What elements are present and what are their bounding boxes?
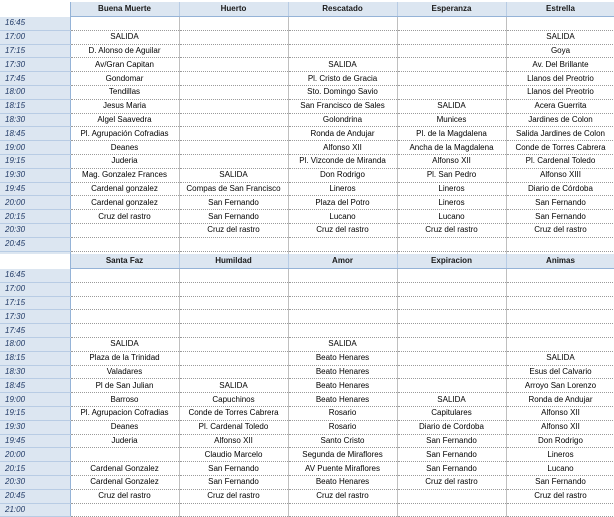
route-cell: Beato Henares <box>288 351 397 365</box>
time-cell: 17:15 <box>0 44 70 58</box>
route-cell: Pl. de la Magdalena <box>397 127 506 141</box>
route-cell: Mag. Gonzalez Frances <box>70 168 179 182</box>
route-cell <box>179 365 288 379</box>
time-cell: 20:30 <box>0 475 70 489</box>
route-cell: Beato Henares <box>288 475 397 489</box>
route-cell <box>70 282 179 296</box>
route-cell <box>397 85 506 99</box>
route-cell <box>288 17 397 31</box>
table-row <box>0 30 614 44</box>
route-cell: Don Rodrigo <box>506 434 614 448</box>
table-row <box>0 393 614 407</box>
time-cell: 20:15 <box>0 462 70 476</box>
route-cell <box>179 44 288 58</box>
table-row <box>0 85 614 99</box>
time-cell: 16:45 <box>0 17 70 31</box>
column-header: Expiracion <box>397 254 506 269</box>
table-row <box>0 337 614 351</box>
route-cell: Lucano <box>506 462 614 476</box>
route-cell: Lineros <box>288 182 397 196</box>
header-row <box>0 254 614 269</box>
table-row <box>0 296 614 310</box>
table-row <box>0 269 614 283</box>
route-cell <box>288 30 397 44</box>
corner-cell <box>0 254 70 269</box>
route-cell: San Fernando <box>506 196 614 210</box>
time-cell: 19:30 <box>0 168 70 182</box>
route-cell <box>506 296 614 310</box>
route-cell: Conde de Torres Cabrera <box>179 406 288 420</box>
table-row <box>0 182 614 196</box>
route-cell: SALIDA <box>179 379 288 393</box>
route-cell <box>179 85 288 99</box>
route-cell <box>397 503 506 517</box>
route-cell <box>397 365 506 379</box>
route-cell: Cruz del rastro <box>397 223 506 237</box>
route-cell: Jesus Maria <box>70 99 179 113</box>
time-cell: 19:00 <box>0 141 70 155</box>
time-cell: 20:45 <box>0 489 70 503</box>
time-cell: 19:00 <box>0 393 70 407</box>
route-cell: Capitulares <box>397 406 506 420</box>
column-header: Esperanza <box>397 2 506 17</box>
route-cell <box>397 324 506 338</box>
column-header: Huerto <box>179 2 288 17</box>
route-cell <box>288 296 397 310</box>
route-cell: Barroso <box>70 393 179 407</box>
route-cell: Pl de San Julian <box>70 379 179 393</box>
route-cell: Jardines de Colon <box>506 113 614 127</box>
time-cell: 21:00 <box>0 503 70 517</box>
route-cell <box>70 324 179 338</box>
time-cell: 18:15 <box>0 351 70 365</box>
route-cell <box>70 269 179 283</box>
route-cell: Compas de San Francisco <box>179 182 288 196</box>
route-cell: Pl. San Pedro <box>397 168 506 182</box>
route-cell: Lineros <box>397 182 506 196</box>
route-cell: SALIDA <box>179 168 288 182</box>
route-cell: Cruz del rastro <box>506 223 614 237</box>
table-row <box>0 503 614 517</box>
table-row <box>0 379 614 393</box>
time-cell: 20:30 <box>0 223 70 237</box>
route-cell: Arroyo San Lorenzo <box>506 379 614 393</box>
route-cell: Plaza del Potro <box>288 196 397 210</box>
route-cell <box>397 379 506 393</box>
table-row <box>0 196 614 210</box>
route-cell: Goya <box>506 44 614 58</box>
route-cell <box>179 351 288 365</box>
route-cell: Gondomar <box>70 72 179 86</box>
time-cell: 19:45 <box>0 182 70 196</box>
column-header: Humildad <box>179 254 288 269</box>
route-cell: Cardenal gonzalez <box>70 182 179 196</box>
time-cell: 17:00 <box>0 30 70 44</box>
route-cell <box>179 58 288 72</box>
table-row <box>0 462 614 476</box>
column-header: Animas <box>506 254 614 269</box>
route-cell <box>397 269 506 283</box>
route-cell <box>70 448 179 462</box>
route-cell <box>288 237 397 251</box>
route-cell <box>179 154 288 168</box>
route-cell: Cruz del rastro <box>506 489 614 503</box>
time-cell: 18:15 <box>0 99 70 113</box>
route-cell: Tendillas <box>70 85 179 99</box>
route-cell <box>179 72 288 86</box>
route-cell <box>179 17 288 31</box>
route-cell <box>179 296 288 310</box>
route-cell: Alfonso XII <box>397 154 506 168</box>
time-cell: 20:00 <box>0 448 70 462</box>
route-cell: Llanos del Preotrio <box>506 72 614 86</box>
table-row <box>0 365 614 379</box>
time-cell: 17:15 <box>0 296 70 310</box>
route-cell <box>397 44 506 58</box>
route-cell: Cruz del rastro <box>179 223 288 237</box>
route-cell <box>397 72 506 86</box>
route-cell: Valadares <box>70 365 179 379</box>
route-cell: Lucano <box>288 210 397 224</box>
route-cell: San Fernando <box>506 475 614 489</box>
route-cell <box>288 324 397 338</box>
time-cell: 17:30 <box>0 310 70 324</box>
route-cell <box>179 310 288 324</box>
route-cell <box>397 30 506 44</box>
route-cell <box>397 296 506 310</box>
route-cell <box>179 269 288 283</box>
route-cell: Diario de Cordoba <box>397 420 506 434</box>
route-cell <box>288 310 397 324</box>
route-cell: Beato Henares <box>288 379 397 393</box>
route-cell <box>70 503 179 517</box>
time-cell: 17:45 <box>0 324 70 338</box>
route-cell: Juderia <box>70 434 179 448</box>
route-cell <box>70 296 179 310</box>
route-cell: San Fernando <box>179 210 288 224</box>
route-cell: Llanos del Preotrio <box>506 85 614 99</box>
route-cell: Cruz del rastro <box>179 489 288 503</box>
table-row <box>0 168 614 182</box>
time-cell: 19:15 <box>0 154 70 168</box>
time-cell: 18:45 <box>0 127 70 141</box>
route-cell <box>397 237 506 251</box>
route-cell: Juderia <box>70 154 179 168</box>
route-cell <box>506 337 614 351</box>
route-cell: Alfonso XII <box>506 406 614 420</box>
time-cell: 18:30 <box>0 113 70 127</box>
route-cell: Rosario <box>288 420 397 434</box>
route-cell: AV Puente Miraflores <box>288 462 397 476</box>
table-row <box>0 127 614 141</box>
route-cell: Cardenal Gonzalez <box>70 462 179 476</box>
time-cell: 20:15 <box>0 210 70 224</box>
time-cell: 16:45 <box>0 269 70 283</box>
route-cell: Pl. Agrupación Cofradias <box>70 127 179 141</box>
route-cell <box>506 237 614 251</box>
table-row <box>0 99 614 113</box>
time-cell: 19:45 <box>0 434 70 448</box>
schedule-table-1 <box>0 2 614 265</box>
column-header: Buena Muerte <box>70 2 179 17</box>
route-cell: Segunda de Miraflores <box>288 448 397 462</box>
route-cell: Lucano <box>397 210 506 224</box>
route-cell <box>506 503 614 517</box>
route-cell: San Fernando <box>397 448 506 462</box>
route-cell <box>179 503 288 517</box>
route-cell <box>288 503 397 517</box>
route-cell: Lineros <box>397 196 506 210</box>
route-cell <box>506 269 614 283</box>
route-cell <box>70 310 179 324</box>
route-cell: San Fernando <box>397 434 506 448</box>
route-cell <box>179 324 288 338</box>
route-cell <box>288 44 397 58</box>
route-cell <box>70 17 179 31</box>
route-cell: Alfonso XII <box>506 420 614 434</box>
route-cell: Cardenal gonzalez <box>70 196 179 210</box>
route-cell <box>397 58 506 72</box>
route-cell <box>179 237 288 251</box>
table-row <box>0 58 614 72</box>
table-row <box>0 141 614 155</box>
table-row <box>0 282 614 296</box>
route-cell: San Fernando <box>179 462 288 476</box>
route-cell <box>179 282 288 296</box>
route-cell <box>397 351 506 365</box>
column-header: Santa Faz <box>70 254 179 269</box>
table-row <box>0 237 614 251</box>
route-cell <box>506 324 614 338</box>
route-cell: Ronda de Andujar <box>288 127 397 141</box>
column-header: Rescatado <box>288 2 397 17</box>
time-cell: 18:30 <box>0 365 70 379</box>
route-cell: San Fernando <box>506 210 614 224</box>
route-cell <box>506 310 614 324</box>
route-cell <box>397 337 506 351</box>
time-cell: 18:00 <box>0 85 70 99</box>
route-cell: Deanes <box>70 420 179 434</box>
route-cell: Cruz del rastro <box>288 223 397 237</box>
table-row <box>0 475 614 489</box>
schedule-table-2 <box>0 254 614 517</box>
route-cell <box>70 237 179 251</box>
route-cell: Pl. Cardenal Toledo <box>506 154 614 168</box>
time-cell: 19:30 <box>0 420 70 434</box>
route-cell <box>179 141 288 155</box>
route-cell <box>506 282 614 296</box>
table-row <box>0 324 614 338</box>
route-cell: Capuchinos <box>179 393 288 407</box>
route-cell <box>397 310 506 324</box>
time-cell: 20:45 <box>0 237 70 251</box>
table-row <box>0 154 614 168</box>
route-cell: Alfonso XIII <box>506 168 614 182</box>
route-cell: Plaza de la Trinidad <box>70 351 179 365</box>
time-cell: 18:00 <box>0 337 70 351</box>
table-row <box>0 489 614 503</box>
route-cell: Pl. Cardenal Toledo <box>179 420 288 434</box>
route-cell: Munices <box>397 113 506 127</box>
route-cell: Cruz del rastro <box>70 489 179 503</box>
route-cell: Santo Cristo <box>288 434 397 448</box>
route-cell: Deanes <box>70 141 179 155</box>
route-cell <box>179 113 288 127</box>
column-header: Estrella <box>506 2 614 17</box>
route-cell: Acera Guerrita <box>506 99 614 113</box>
route-cell: Lineros <box>506 448 614 462</box>
route-cell <box>179 30 288 44</box>
column-header: Amor <box>288 254 397 269</box>
table-row <box>0 210 614 224</box>
route-cell: Beato Henares <box>288 393 397 407</box>
route-cell: Cardenal Gonzalez <box>70 475 179 489</box>
route-cell: San Fernando <box>179 196 288 210</box>
route-cell <box>506 17 614 31</box>
route-cell <box>179 127 288 141</box>
table-row <box>0 351 614 365</box>
time-cell: 17:30 <box>0 58 70 72</box>
header-row <box>0 2 614 17</box>
route-cell: D. Alonso de Aguilar <box>70 44 179 58</box>
table-row <box>0 448 614 462</box>
table-row <box>0 223 614 237</box>
route-cell <box>397 17 506 31</box>
route-cell: San Francisco de Sales <box>288 99 397 113</box>
route-cell: Alfonso XII <box>179 434 288 448</box>
table-row <box>0 434 614 448</box>
table-row <box>0 420 614 434</box>
route-cell: SALIDA <box>506 351 614 365</box>
route-cell: Golondrina <box>288 113 397 127</box>
table-row <box>0 310 614 324</box>
route-cell: Claudio Marcelo <box>179 448 288 462</box>
route-cell: Beato Henares <box>288 365 397 379</box>
route-cell: Diario de Córdoba <box>506 182 614 196</box>
route-cell: Conde de Torres Cabrera <box>506 141 614 155</box>
time-cell: 17:00 <box>0 282 70 296</box>
route-cell: Algel Saavedra <box>70 113 179 127</box>
route-cell: Ronda de Andujar <box>506 393 614 407</box>
route-cell: Pl. Cristo de Gracia <box>288 72 397 86</box>
route-cell: Cruz del rastro <box>288 489 397 503</box>
route-cell <box>70 223 179 237</box>
route-cell <box>397 489 506 503</box>
time-cell: 20:00 <box>0 196 70 210</box>
route-cell: Sto. Domingo Savio <box>288 85 397 99</box>
route-cell: SALIDA <box>70 337 179 351</box>
route-cell <box>397 282 506 296</box>
table-row <box>0 113 614 127</box>
route-cell: San Fernando <box>179 475 288 489</box>
route-cell: SALIDA <box>288 58 397 72</box>
route-cell <box>179 99 288 113</box>
route-cell: SALIDA <box>70 30 179 44</box>
route-cell: Alfonso XII <box>288 141 397 155</box>
route-cell: Esus del Calvario <box>506 365 614 379</box>
table-row <box>0 17 614 31</box>
table-row <box>0 72 614 86</box>
route-cell: Pl. Agrupacion Cofradias <box>70 406 179 420</box>
route-cell <box>179 337 288 351</box>
route-cell: Av/Gran Capitan <box>70 58 179 72</box>
route-cell <box>288 282 397 296</box>
time-cell: 19:15 <box>0 406 70 420</box>
route-cell: SALIDA <box>397 393 506 407</box>
route-cell: Cruz del rastro <box>397 475 506 489</box>
route-cell: SALIDA <box>506 30 614 44</box>
table-row <box>0 406 614 420</box>
route-cell: Rosario <box>288 406 397 420</box>
time-cell: 17:45 <box>0 72 70 86</box>
route-cell: Pl. Vizconde de Miranda <box>288 154 397 168</box>
route-cell: SALIDA <box>288 337 397 351</box>
time-cell: 18:45 <box>0 379 70 393</box>
corner-cell <box>0 2 70 17</box>
route-cell <box>288 269 397 283</box>
route-cell: Ancha de la Magdalena <box>397 141 506 155</box>
route-cell: Salida Jardines de Colon <box>506 127 614 141</box>
route-cell: Av. Del Brillante <box>506 58 614 72</box>
route-cell: San Fernando <box>397 462 506 476</box>
route-cell: Don Rodrigo <box>288 168 397 182</box>
route-cell: SALIDA <box>397 99 506 113</box>
route-cell: Cruz del rastro <box>70 210 179 224</box>
table-row <box>0 44 614 58</box>
